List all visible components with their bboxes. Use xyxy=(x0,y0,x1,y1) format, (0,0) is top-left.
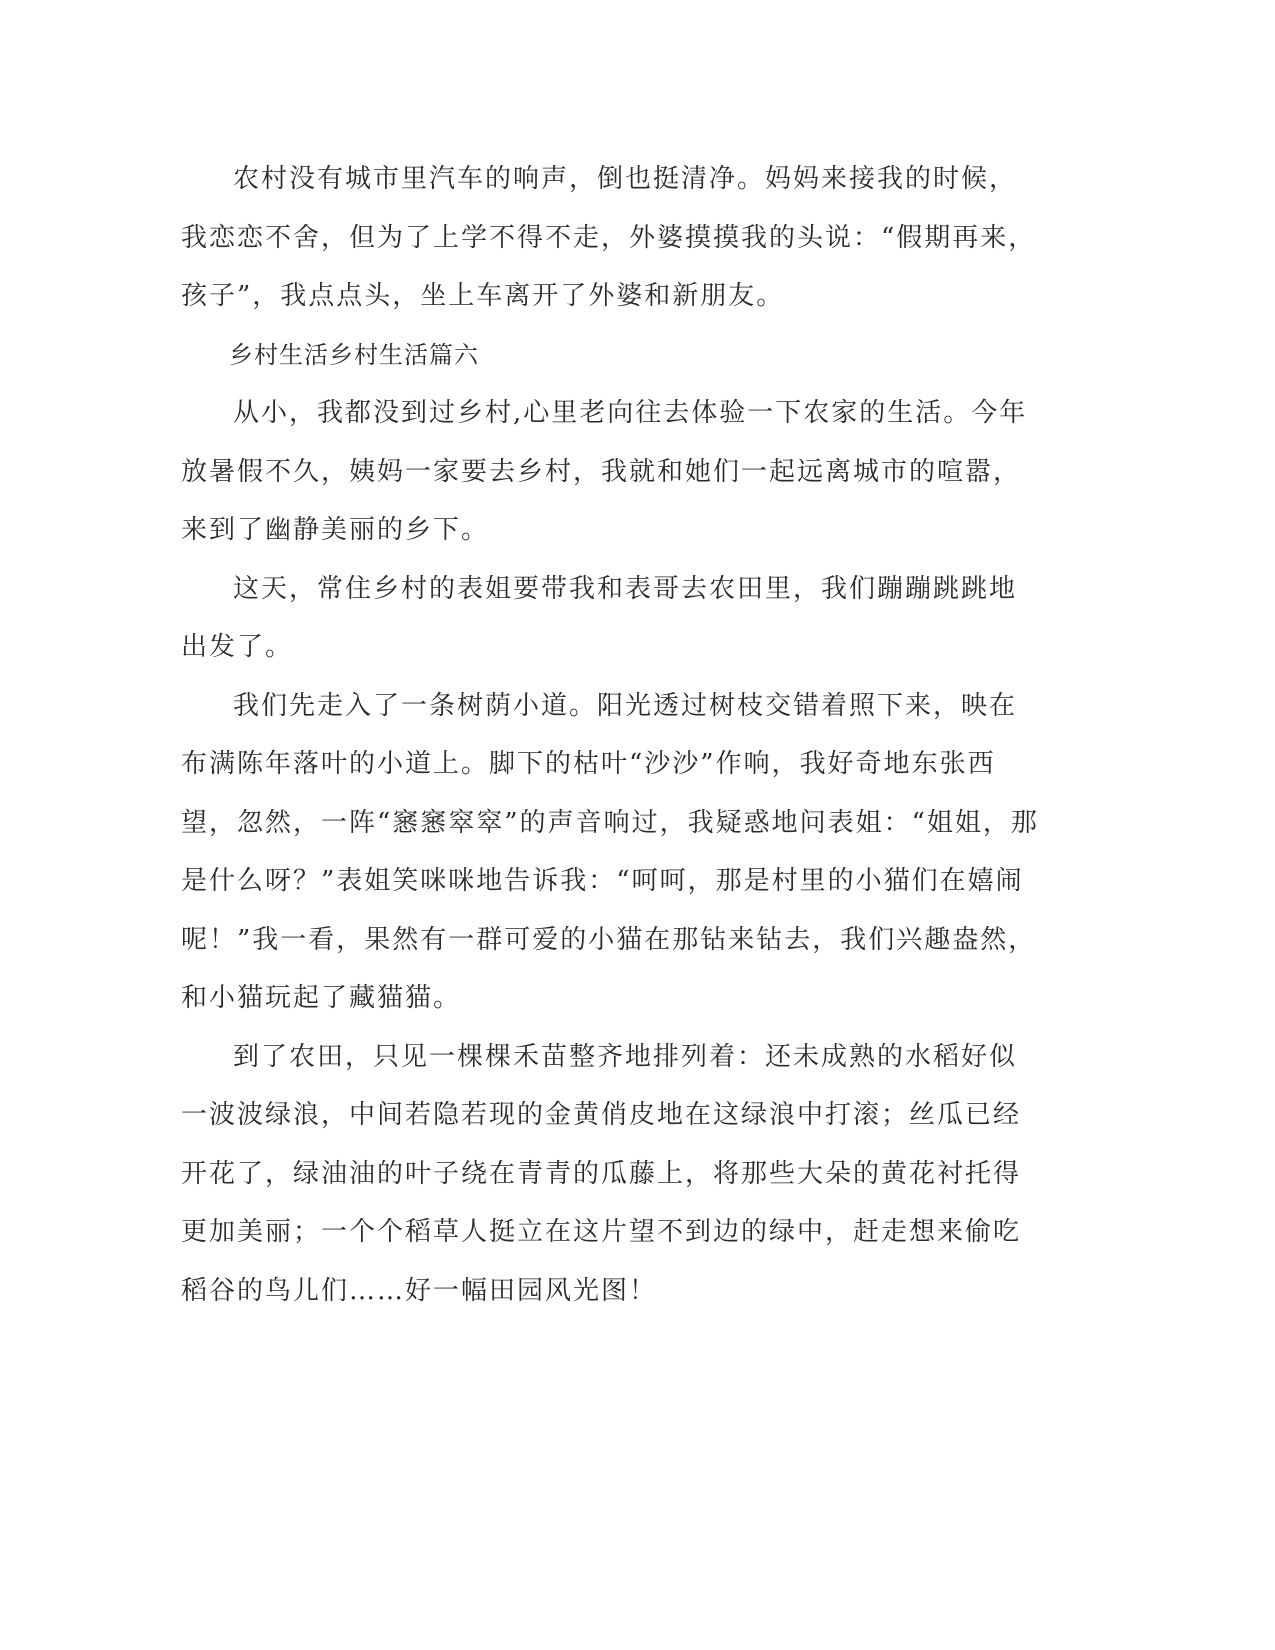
document-body xyxy=(181,150,1041,1320)
section-heading: 乡村生活乡村生活篇六 xyxy=(229,340,479,369)
paragraph: 农村没有城市里汽车的响声，倒也挺清净。妈妈来接我的时候，我恋恋不舍，但为了上学不得不走，外婆摸摸我的头说：“假期再来，孩子”，我点点头，坐上车离开了外婆和新朋友。 xyxy=(181,164,1037,311)
paragraph: 到了农田，只见一棵棵禾苗整齐地排列着：还未成熟的水稻好似一波波绿浪，中间若隐若现的金黄俏皮地在这绿浪中打滚；丝瓜已经开花了，绿油油的叶子绕在青青的瓜藤上，将那些大朵的黄花衬托得更加美丽；一个个稻草人挺立在这片望不到边的绿中，赶走想来偷吃稻谷的鸟儿们……好一幅田园风光图！ xyxy=(181,1041,1022,1306)
paragraph: 这天，常住乡村的表姐要带我和表哥去农田里，我们蹦蹦跳跳地出发了。 xyxy=(181,573,1018,662)
paragraph: 从小，我都没到过乡村,心里老向往去体验一下农家的生活。今年放暑假不久，姨妈一家要去乡村，我就和她们一起远离城市的喧嚣，来到了幽静美丽的乡下。 xyxy=(181,398,1028,545)
paragraph: 我们先走入了一条树荫小道。阳光透过树枝交错着照下来，映在布满陈年落叶的小道上。脚下的枯叶“沙沙”作响，我好奇地东张西望，忽然，一阵“窸窸窣窣”的声音响过，我疑惑地问表姐：“姐姐，那是什么呀？”表姐笑咪咪地告诉我：“呵呵，那是村里的小猫们在嬉闹呢！”我一看，果然有一群可爱的小猫在那钻来钻去，我们兴趣盎然，和小猫玩起了藏猫猫。 xyxy=(181,690,1039,1013)
